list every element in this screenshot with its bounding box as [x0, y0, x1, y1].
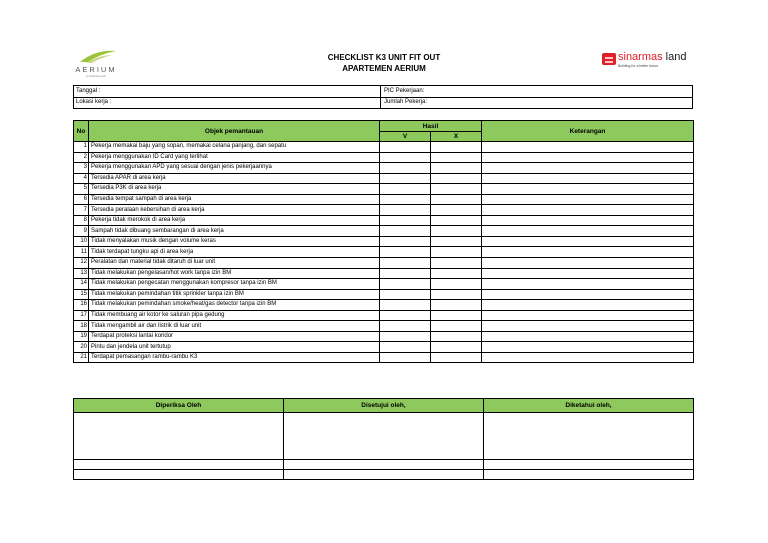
row-number: 15	[74, 289, 89, 300]
row-v-checkbox-cell[interactable]	[380, 268, 431, 279]
row-x-checkbox-cell[interactable]	[431, 205, 482, 216]
row-number: 7	[74, 205, 89, 216]
row-v-checkbox-cell[interactable]	[380, 352, 431, 363]
row-x-checkbox-cell[interactable]	[431, 342, 482, 353]
checklist-row	[74, 352, 694, 363]
row-x-checkbox-cell[interactable]	[431, 194, 482, 205]
row-v-checkbox-cell[interactable]	[380, 289, 431, 300]
diketahui-name-cell[interactable]	[484, 460, 694, 470]
row-objek-text: Tersedia tempat sampah di area kerja	[89, 194, 380, 205]
row-x-checkbox-cell[interactable]	[431, 215, 482, 226]
diperiksa-date-cell[interactable]	[74, 470, 284, 480]
document-title: CHECKLIST K3 UNIT FIT OUT	[327, 53, 441, 62]
checklist-row	[74, 310, 694, 321]
row-v-checkbox-cell[interactable]	[380, 215, 431, 226]
row-number: 1	[74, 142, 89, 153]
row-v-checkbox-cell[interactable]	[380, 247, 431, 258]
checklist-row	[74, 342, 694, 353]
row-v-checkbox-cell[interactable]	[380, 321, 431, 332]
row-objek-text: Tersedia peralaan kebersihan di area kerja	[89, 205, 380, 216]
row-keterangan-cell[interactable]	[482, 310, 694, 321]
checklist-row	[74, 331, 694, 342]
row-x-checkbox-cell[interactable]	[431, 321, 482, 332]
row-keterangan-cell[interactable]	[482, 152, 694, 163]
row-number: 9	[74, 226, 89, 237]
row-number: 19	[74, 331, 89, 342]
row-x-checkbox-cell[interactable]	[431, 247, 482, 258]
row-v-checkbox-cell[interactable]	[380, 342, 431, 353]
row-keterangan-cell[interactable]	[482, 247, 694, 258]
aerium-logo-tagline: by Sinarmas Land	[85, 75, 107, 78]
row-number: 5	[74, 184, 89, 195]
checklist-row	[74, 258, 694, 269]
col-no-header: No	[74, 121, 89, 142]
checklist-row	[74, 289, 694, 300]
row-v-checkbox-cell[interactable]	[380, 279, 431, 290]
row-x-checkbox-cell[interactable]	[431, 331, 482, 342]
row-keterangan-cell[interactable]	[482, 236, 694, 247]
checklist-row	[74, 152, 694, 163]
diperiksa-header: Diperiksa Oleh	[74, 399, 284, 413]
checklist-row	[74, 163, 694, 174]
row-keterangan-cell[interactable]	[482, 342, 694, 353]
row-v-checkbox-cell[interactable]	[380, 163, 431, 174]
row-x-checkbox-cell[interactable]	[431, 352, 482, 363]
row-number: 21	[74, 352, 89, 363]
row-objek-text: Pekerja menggunakan APD yang sesuai dengan jenis pekerjaannya	[89, 163, 380, 174]
row-number: 16	[74, 300, 89, 311]
row-x-checkbox-cell[interactable]	[431, 300, 482, 311]
row-keterangan-cell[interactable]	[482, 279, 694, 290]
row-x-checkbox-cell[interactable]	[431, 236, 482, 247]
checklist-row	[74, 300, 694, 311]
disetujui-date-cell[interactable]	[284, 470, 484, 480]
row-x-checkbox-cell[interactable]	[431, 226, 482, 237]
row-keterangan-cell[interactable]	[482, 258, 694, 269]
row-number: 2	[74, 152, 89, 163]
row-v-checkbox-cell[interactable]	[380, 205, 431, 216]
diketahui-date-cell[interactable]	[484, 470, 694, 480]
row-keterangan-cell[interactable]	[482, 300, 694, 311]
row-number: 3	[74, 163, 89, 174]
checklist-row	[74, 173, 694, 184]
row-objek-text: Tidak menyalakan musik dengan volume keras	[89, 236, 380, 247]
row-v-checkbox-cell[interactable]	[380, 236, 431, 247]
checklist-row	[74, 194, 694, 205]
row-number: 18	[74, 321, 89, 332]
row-objek-text: Tidak melakukan pengecatan menggunakan kompresor tanpa izin BM	[89, 279, 380, 290]
row-x-checkbox-cell[interactable]	[431, 142, 482, 153]
row-objek-text: Tersedia APAR di area kerja	[89, 173, 380, 184]
header-divider	[380, 86, 381, 108]
row-number: 8	[74, 215, 89, 226]
row-objek-text: Tidak membuang air kotor ke saluran pipa gedung	[89, 310, 380, 321]
disetujui-name-cell[interactable]	[284, 460, 484, 470]
row-objek-text: Pintu dan jendela unit tertutup	[89, 342, 380, 353]
row-objek-text: Pekerja memakai baju yang sopan, memakai celana panjang, dan sepatu	[89, 142, 380, 153]
disetujui-signature-cell[interactable]	[284, 413, 484, 460]
row-number: 12	[74, 258, 89, 269]
row-keterangan-cell[interactable]	[482, 184, 694, 195]
row-v-checkbox-cell[interactable]	[380, 184, 431, 195]
checklist-row	[74, 268, 694, 279]
row-keterangan-cell[interactable]	[482, 321, 694, 332]
row-objek-text: Terdapat proteksi lantai koridor	[89, 331, 380, 342]
row-v-checkbox-cell[interactable]	[380, 331, 431, 342]
diperiksa-signature-cell[interactable]	[74, 413, 284, 460]
row-x-checkbox-cell[interactable]	[431, 163, 482, 174]
diketahui-header: Diketahui oleh,	[484, 399, 694, 413]
diketahui-signature-cell[interactable]	[484, 413, 694, 460]
row-number: 10	[74, 236, 89, 247]
row-v-checkbox-cell[interactable]	[380, 194, 431, 205]
document-subtitle: APARTEMEN AERIUM	[342, 64, 426, 73]
row-objek-text: Tidak melakukan pemindahan smoke/heat/gas detector tanpa izin BM	[89, 300, 380, 311]
aerium-logo	[66, 47, 126, 81]
sinarmas-logo-tagline: Building for a better future	[618, 64, 659, 68]
tanggal-field[interactable]: Tanggal :	[76, 88, 101, 94]
leaf-swoosh-icon	[66, 47, 126, 65]
row-objek-text: Pekerja menggunakan ID Card yang terlihat	[89, 152, 380, 163]
row-number: 14	[74, 279, 89, 290]
row-number: 6	[74, 194, 89, 205]
checklist-row	[74, 184, 694, 195]
row-x-checkbox-cell[interactable]	[431, 173, 482, 184]
row-x-checkbox-cell[interactable]	[431, 184, 482, 195]
row-number: 4	[74, 173, 89, 184]
aerium-logo-text: AERIUM	[75, 65, 117, 74]
row-v-checkbox-cell[interactable]	[380, 152, 431, 163]
diperiksa-name-cell[interactable]	[74, 460, 284, 470]
lokasi-field[interactable]: Lokasi kerja :	[76, 99, 112, 105]
row-keterangan-cell[interactable]	[482, 226, 694, 237]
sinarmas-emblem-icon	[602, 53, 616, 65]
pic-field[interactable]: PIC Pekerjaan:	[384, 88, 425, 94]
row-x-checkbox-cell[interactable]	[431, 289, 482, 300]
row-keterangan-cell[interactable]	[482, 352, 694, 363]
checklist-table	[73, 120, 694, 363]
row-keterangan-cell[interactable]	[482, 289, 694, 300]
row-objek-text: Pekerja tidak merokok di area kerja	[89, 215, 380, 226]
row-keterangan-cell[interactable]	[482, 268, 694, 279]
row-objek-text: Peralatan dan material tidak ditaruh di luar unit	[89, 258, 380, 269]
row-keterangan-cell[interactable]	[482, 173, 694, 184]
checklist-row	[74, 215, 694, 226]
header-info-box	[73, 85, 693, 109]
row-number: 20	[74, 342, 89, 353]
jumlah-field[interactable]: Jumlah Pekerja:	[384, 99, 428, 105]
row-v-checkbox-cell[interactable]	[380, 310, 431, 321]
sinarmas-logo-text: sinarmas land	[618, 51, 687, 63]
col-v-header: V	[380, 132, 431, 142]
checklist-row	[74, 205, 694, 216]
checklist-row	[74, 226, 694, 237]
row-keterangan-cell[interactable]	[482, 142, 694, 153]
col-keterangan-header: Keterangan	[482, 121, 694, 142]
checklist-row	[74, 247, 694, 258]
row-objek-text: Tidak terdapat tungku api di area kerja	[89, 247, 380, 258]
row-v-checkbox-cell[interactable]	[380, 300, 431, 311]
disetujui-header: Disetujui oleh,	[284, 399, 484, 413]
row-objek-text: Tidak melakukan pemindahan titik sprinkler tanpa izin BM	[89, 289, 380, 300]
row-keterangan-cell[interactable]	[482, 163, 694, 174]
sinarmas-land-logo	[602, 52, 692, 74]
checklist-row	[74, 279, 694, 290]
checklist-row	[74, 236, 694, 247]
row-x-checkbox-cell[interactable]	[431, 268, 482, 279]
row-v-checkbox-cell[interactable]	[380, 258, 431, 269]
checklist-row	[74, 142, 694, 153]
row-number: 17	[74, 310, 89, 321]
row-keterangan-cell[interactable]	[482, 205, 694, 216]
row-v-checkbox-cell[interactable]	[380, 142, 431, 153]
row-x-checkbox-cell[interactable]	[431, 279, 482, 290]
row-v-checkbox-cell[interactable]	[380, 173, 431, 184]
row-objek-text: Sampah tidak dibuang sembarangan di area kerja	[89, 226, 380, 237]
row-objek-text: Tersedia P3K di area kerja	[89, 184, 380, 195]
row-keterangan-cell[interactable]	[482, 331, 694, 342]
signature-table	[73, 398, 694, 480]
checklist-body	[74, 142, 694, 363]
checklist-row	[74, 321, 694, 332]
row-keterangan-cell[interactable]	[482, 194, 694, 205]
row-objek-text: Terdapat pemasangan rambu-rambu K3	[89, 352, 380, 363]
col-x-header: X	[431, 132, 482, 142]
row-number: 11	[74, 247, 89, 258]
row-x-checkbox-cell[interactable]	[431, 258, 482, 269]
row-x-checkbox-cell[interactable]	[431, 310, 482, 321]
row-objek-text: Tidak melakukan pengelasan/hot work tanpa izin BM	[89, 268, 380, 279]
row-objek-text: Tidak mengambil air dan listrik di luar unit	[89, 321, 380, 332]
row-keterangan-cell[interactable]	[482, 215, 694, 226]
col-hasil-header: Hasil	[380, 121, 482, 132]
row-number: 13	[74, 268, 89, 279]
col-objek-header: Objek pemantauan	[89, 121, 380, 142]
row-v-checkbox-cell[interactable]	[380, 226, 431, 237]
row-x-checkbox-cell[interactable]	[431, 152, 482, 163]
